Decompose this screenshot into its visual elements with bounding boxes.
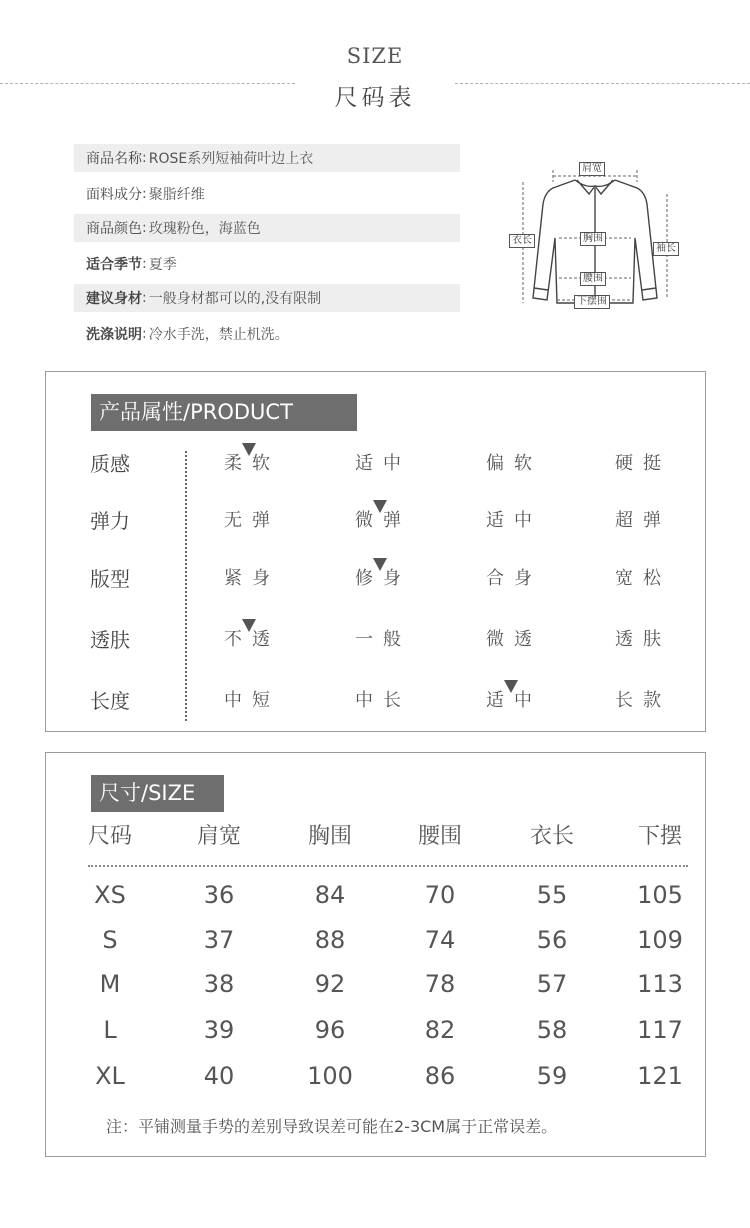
attribute-option: 不透 (224, 629, 280, 650)
table-cell: 37 (203, 926, 235, 954)
table-cell: 56 (536, 926, 568, 954)
table-cell: 92 (314, 970, 346, 998)
attribute-name: 质感 (90, 452, 130, 476)
info-value: 夏季 (148, 256, 177, 273)
attribute-option: 硬挺 (615, 453, 671, 474)
selected-marker-icon (373, 500, 387, 513)
info-value: 一般身材都可以的,没有限制 (148, 291, 322, 307)
attribute-option: 宽松 (615, 568, 671, 589)
info-row (74, 214, 460, 242)
info-colon: : (142, 325, 147, 342)
attribute-option: 超弹 (615, 510, 671, 531)
attribute-option: 微弹 (355, 510, 411, 531)
attribute-row (46, 506, 705, 536)
attribute-name: 弹力 (90, 509, 130, 533)
table-cell: 36 (203, 881, 235, 909)
info-colon: : (142, 290, 147, 306)
attribute-option: 中短 (224, 690, 280, 711)
info-row (74, 176, 460, 211)
selected-marker-icon (242, 619, 256, 632)
attribute-name: 版型 (90, 567, 130, 591)
attributes-title: 产品属性/PRODUCT (91, 394, 357, 431)
table-cell: L (103, 1016, 117, 1044)
info-colon: : (142, 185, 147, 202)
table-header-cell: 尺码 (87, 824, 132, 849)
attribute-name: 长度 (90, 689, 130, 713)
attribute-option: 微透 (486, 629, 542, 650)
attribute-option: 适中 (486, 510, 542, 531)
table-cell: 96 (314, 1016, 346, 1044)
table-cell: 113 (637, 970, 683, 998)
table-cell: 86 (424, 1062, 456, 1090)
attribute-option: 偏软 (486, 453, 542, 474)
info-value: ROSE系列短袖荷叶边上衣 (148, 151, 314, 167)
garment-diagram (505, 158, 685, 313)
info-label: 建议身材 (86, 291, 142, 307)
selected-marker-icon (504, 680, 518, 693)
table-cell: 78 (424, 970, 456, 998)
title-cn: 尺码表 (334, 85, 416, 111)
attribute-option: 修身 (355, 568, 411, 589)
table-cell: XL (95, 1062, 125, 1090)
table-cell: 59 (536, 1062, 568, 1090)
table-cell: 109 (637, 926, 683, 954)
info-label: 面料成分 (86, 186, 142, 203)
info-value: 冷水手洗，禁止机洗。 (148, 326, 289, 343)
table-cell: 58 (536, 1016, 568, 1044)
label-shoulder: 肩宽 (579, 162, 605, 176)
info-label: 适合季节 (86, 256, 142, 273)
table-cell: M (99, 970, 121, 998)
attribute-option: 中长 (355, 690, 411, 711)
info-value: 聚脂纤维 (148, 186, 205, 203)
table-cell: 40 (203, 1062, 235, 1090)
measurement-note: 注：平铺测量手势的差别导致误差可能在2-3CM属于正常误差。 (106, 1117, 558, 1136)
table-cell: 105 (637, 881, 683, 909)
attribute-option: 柔软 (224, 453, 280, 474)
table-header-cell: 腰围 (417, 824, 462, 849)
table-header-cell: 肩宽 (196, 824, 241, 849)
attribute-option: 长款 (615, 690, 671, 711)
info-label: 商品名称 (86, 151, 142, 167)
table-cell: 88 (314, 926, 346, 954)
info-row (74, 316, 460, 351)
table-cell: 39 (203, 1016, 235, 1044)
info-row (74, 284, 460, 312)
attribute-option: 紧身 (224, 568, 280, 589)
table-cell: 84 (314, 881, 346, 909)
table-cell: 117 (637, 1016, 683, 1044)
table-cell: 55 (536, 881, 568, 909)
table-cell: XS (94, 881, 126, 909)
attribute-option: 透肤 (615, 629, 671, 650)
table-cell: 82 (424, 1016, 456, 1044)
label-hem: 下摆围 (574, 295, 610, 309)
info-value: 玫瑰粉色，海蓝色 (148, 221, 261, 237)
size-table-title: 尺寸/SIZE (91, 775, 224, 812)
attribute-option: 适中 (486, 690, 542, 711)
table-cell: 57 (536, 970, 568, 998)
product-attributes-panel (45, 371, 706, 732)
product-info-list (74, 141, 460, 351)
info-row (74, 144, 460, 172)
table-cell: 38 (203, 970, 235, 998)
attribute-row (46, 686, 705, 716)
info-colon: : (142, 150, 147, 166)
attribute-option: 无弹 (224, 510, 280, 531)
attribute-option: 合身 (486, 568, 542, 589)
table-header-rule (88, 865, 688, 867)
table-cell: 70 (424, 881, 456, 909)
table-cell: 100 (307, 1062, 353, 1090)
label-chest: 胸围 (580, 232, 606, 246)
attribute-row (46, 449, 705, 479)
attribute-option: 一般 (355, 629, 411, 650)
selected-marker-icon (373, 558, 387, 571)
attribute-name: 透肤 (90, 628, 130, 652)
table-cell: 74 (424, 926, 456, 954)
attribute-row (46, 625, 705, 655)
label-waist: 腰围 (580, 272, 606, 286)
info-label: 洗涤说明 (86, 326, 142, 343)
title-en: SIZE (346, 44, 404, 68)
label-length: 衣长 (509, 234, 535, 248)
attribute-row (46, 564, 705, 594)
table-header-cell: 下摆 (637, 824, 682, 849)
info-colon: : (142, 255, 147, 272)
info-colon: : (142, 220, 147, 236)
info-label: 商品颜色 (86, 221, 142, 237)
table-header-cell: 衣长 (529, 824, 574, 849)
table-header-cell: 胸围 (307, 824, 352, 849)
info-row (74, 246, 460, 281)
size-table-panel (45, 752, 706, 1157)
label-sleeve: 袖长 (653, 242, 679, 256)
table-cell: 121 (637, 1062, 683, 1090)
selected-marker-icon (242, 443, 256, 456)
attribute-option: 适中 (355, 453, 411, 474)
table-cell: S (102, 926, 118, 954)
